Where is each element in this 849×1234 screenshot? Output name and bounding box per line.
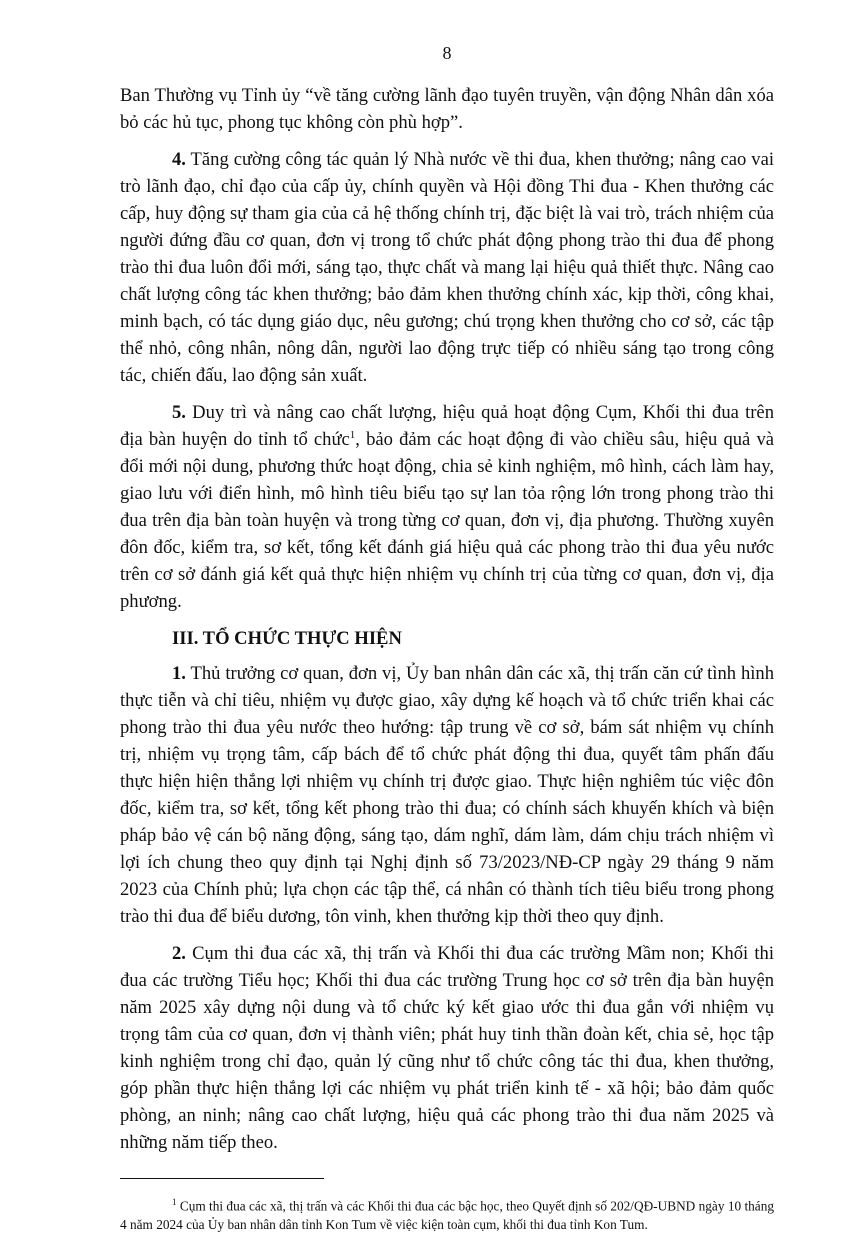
paragraph-section3-item-2 <box>120 940 774 1156</box>
item-number: 4. <box>172 149 186 170</box>
paragraph-text: , bảo đảm các hoạt động đi vào chiều sâu, hiệu quả và đổi mới nội dung, phương thức hoạt động, chia sẻ kinh nghiệm, mô hình, cách làm hay, giao lưu với điển hình, mô hình tiêu biểu tạo sự lan tỏa rộng lớn trong phong trào thi đua trên địa bàn toàn huyện và trong từng cơ quan, đơn vị, địa phương. Thường xuyên đôn đốc, kiểm tra, sơ kết, tổng kết đánh giá hiệu quả các phong trào thi đua yêu nước trên cơ sở đánh giá kết quả thực hiện nhiệm vụ chính trị của từng cơ quan, đơn vị, địa phương. <box>120 429 774 612</box>
footnote-reference: 1 <box>349 428 356 441</box>
paragraph-text: Duy trì và nâng cao chất lượng, hiệu quả hoạt động Cụm, Khối thi đua trên địa bàn huyện do tỉnh tổ chức <box>120 402 774 450</box>
item-number: 2. <box>172 943 186 964</box>
footnote-marker: 1 <box>172 1197 177 1207</box>
paragraph-continuation <box>120 82 774 136</box>
paragraph-text: Thủ trưởng cơ quan, đơn vị, Ủy ban nhân dân các xã, thị trấn căn cứ tình hình thực tiễn và chỉ tiêu, nhiệm vụ được giao, xây dựng kế hoạch và tổ chức triển khai các phong trào thi đua yêu nước theo hướng: tập trung về cơ sở, bám sát nhiệm vụ chính trị, nhiệm vụ trọng tâm, cấp bách để tổ chức phát động thi đua, quyết tâm phấn đấu thực hiện hiện thắng lợi nhiệm vụ chính trị được giao. Thực hiện nghiêm túc việc đôn đốc, kiểm tra, sơ kết, tổng kết phong trào thi đua; có chính sách khuyến khích và biện pháp bảo vệ cán bộ năng động, sáng tạo, dám nghĩ, dám làm, dám chịu trách nhiệm vì lợi ích chung theo quy định tại Nghị định số 73/2023/NĐ-CP ngày 29 tháng 9 năm 2023 của Chính phủ; lựa chọn các tập thể, cá nhân có thành tích tiêu biểu trong phong trào thi đua để biểu dương, tôn vinh, khen thưởng kịp thời theo quy định. <box>120 663 774 927</box>
item-number: 1. <box>172 663 186 684</box>
section-heading: III. TỔ CHỨC THỰC HIỆN <box>172 628 402 649</box>
paragraph-text: Ban Thường vụ Tỉnh ủy “về tăng cường lãnh đạo tuyên truyền, vận động Nhân dân xóa bỏ các hủ tục, phong tục không còn phù hợp”. <box>120 85 774 133</box>
paragraph-item-4 <box>120 146 774 389</box>
page-number: 8 <box>442 43 452 63</box>
paragraph-text: Tăng cường công tác quản lý Nhà nước về thi đua, khen thưởng; nâng cao vai trò lãnh đạo, chỉ đạo của cấp ủy, chính quyền và Hội đồng Thi đua - Khen thưởng các cấp, huy động sự tham gia của cả hệ thống chính trị, đặc biệt là vai trò, trách nhiệm của người đứng đầu cơ quan, đơn vị trong tổ chức phát động phong trào thi đua để phong trào thi đua luôn đổi mới, sáng tạo, thực chất và mang lại hiệu quả thiết thực. Nâng cao chất lượng công tác khen thưởng; bảo đảm khen thưởng chính xác, kịp thời, công khai, minh bạch, có tác dụng giáo dục, nêu gương; chú trọng khen thưởng cho cơ sở, các tập thể nhỏ, công nhân, nông dân, người lao động trực tiếp có nhiều sáng tạo trong công tác, chiến đấu, lao động sản xuất. <box>120 149 774 386</box>
footnote <box>120 1193 774 1234</box>
footnote-text: Cụm thi đua các xã, thị trấn và các Khối thi đua các bậc học, theo Quyết định số 202/QĐ-UBND ngày 10 tháng 4 năm 2024 của Ủy ban nhân dân tỉnh Kon Tum về việc kiện toàn cụm, khối thi đua tỉnh Kon Tum. <box>120 1198 774 1233</box>
item-number: 5. <box>172 402 186 423</box>
footnote-separator <box>120 1178 324 1179</box>
paragraph-item-5 <box>120 399 774 615</box>
paragraph-text: Cụm thi đua các xã, thị trấn và Khối thi đua các trường Mầm non; Khối thi đua các trường Tiểu học; Khối thi đua các trường Trung học cơ sở trên địa bàn huyện năm 2025 xây dựng nội dung và tổ chức ký kết giao ước thi đua gắn với nhiệm vụ trọng tâm của cơ quan, đơn vị thành viên; phát huy tinh thần đoàn kết, chia sẻ, học tập kinh nghiệm trong chỉ đạo, quản lý cũng như tổ chức công tác thi đua, khen thưởng, góp phần thực hiện thắng lợi các nhiệm vụ phát triển kinh tế - xã hội; bảo đảm quốc phòng, an ninh; nâng cao chất lượng, hiệu quả các phong trào thi đua năm 2025 và những năm tiếp theo. <box>120 943 774 1153</box>
document-page <box>120 40 774 1234</box>
paragraph-section3-item-1 <box>120 660 774 930</box>
